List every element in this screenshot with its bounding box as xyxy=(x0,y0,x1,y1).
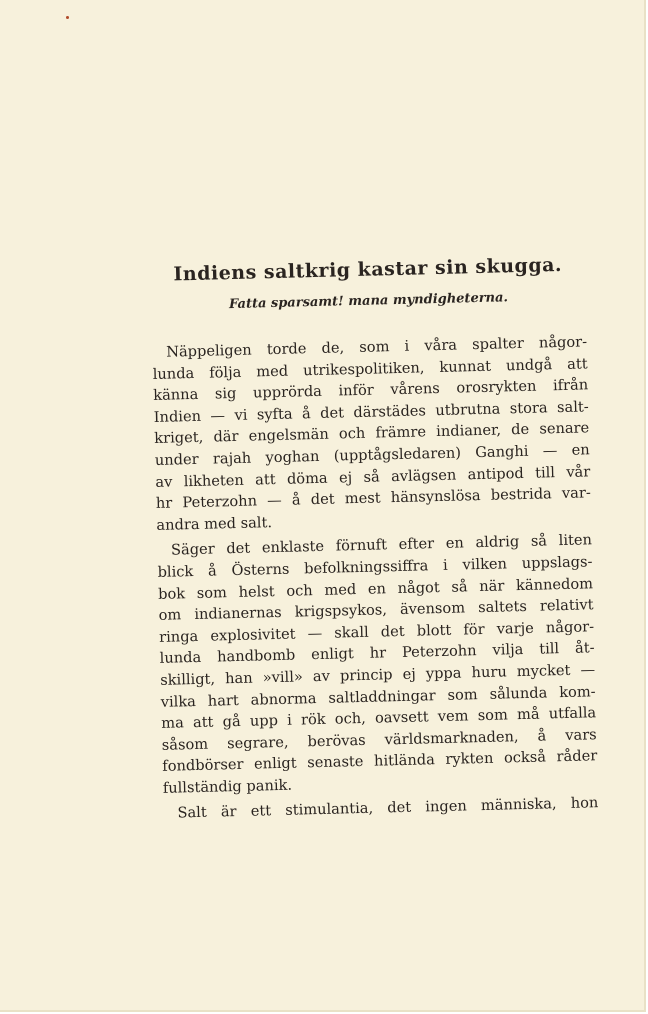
text-line: Salt är ett stimulantia, det ingen människa, hon xyxy=(177,794,599,822)
article-body xyxy=(152,331,599,825)
text-line: blick å Österns befolkningssiffra i vilken uppslags- xyxy=(157,553,593,581)
paragraph-2 xyxy=(157,530,598,800)
text-line: av likheten att döma ej så avlägsen antipod till vår xyxy=(155,462,591,491)
text-line: lunda handbomb enligt hr Peterzohn vilja till åt- xyxy=(159,639,595,668)
text-line: känna sig upprörda inför vårens orosrykten ifrån xyxy=(153,376,589,405)
text-line: Näppeligen torde de, som i våra spalter någor- xyxy=(165,333,588,361)
text-line: under rajah yoghan (upptågsledaren) Ganghi — en xyxy=(154,441,590,469)
text-line: ringa explosivitet — skall det blott för varje någor- xyxy=(158,617,595,646)
text-line: vilka hart abnorma saltladdningar som sålunda kom- xyxy=(160,682,596,711)
ink-speck xyxy=(66,16,69,19)
text-line: hr Peterzohn — å det mest hänsynslösa bestrida var- xyxy=(155,484,591,513)
text-line: skilligt, han »vill» av princip ej yppa huru mycket — xyxy=(160,661,596,689)
article-headline: Indiens saltkrig kastar sin skugga. xyxy=(173,253,563,286)
article-subhead: Fatta sparsamt! mana myndigheterna. xyxy=(228,290,509,313)
text-line: kriget, där engelsmän och främre indianer, de senare xyxy=(154,419,590,448)
paragraph-1 xyxy=(152,331,592,536)
text-line: Säger det enklaste förnuft efter en aldrig så liten xyxy=(170,531,593,559)
text-line: fondbörser enligt senaste hitlända rykten också råder xyxy=(162,747,598,776)
text-line: ma att gå upp i rök och, oavsett vem som må utfalla xyxy=(161,704,597,732)
text-line: fullständig panik. xyxy=(162,776,293,797)
article xyxy=(150,251,599,829)
text-line: lunda följa med utrikespolitiken, kunnat undgå att xyxy=(152,354,588,383)
text-line: om indianernas krigspsykos, ävensom saltets relativt xyxy=(158,596,594,625)
text-line: bok som helst och med en något så när kännedom xyxy=(157,574,594,603)
text-line: såsom segrare, berövas världsmarknaden, å vars xyxy=(161,725,597,754)
text-line: Indien — vi syfta å det därstädes utbrutna stora salt- xyxy=(153,398,589,426)
text-line: andra med salt. xyxy=(156,513,273,534)
